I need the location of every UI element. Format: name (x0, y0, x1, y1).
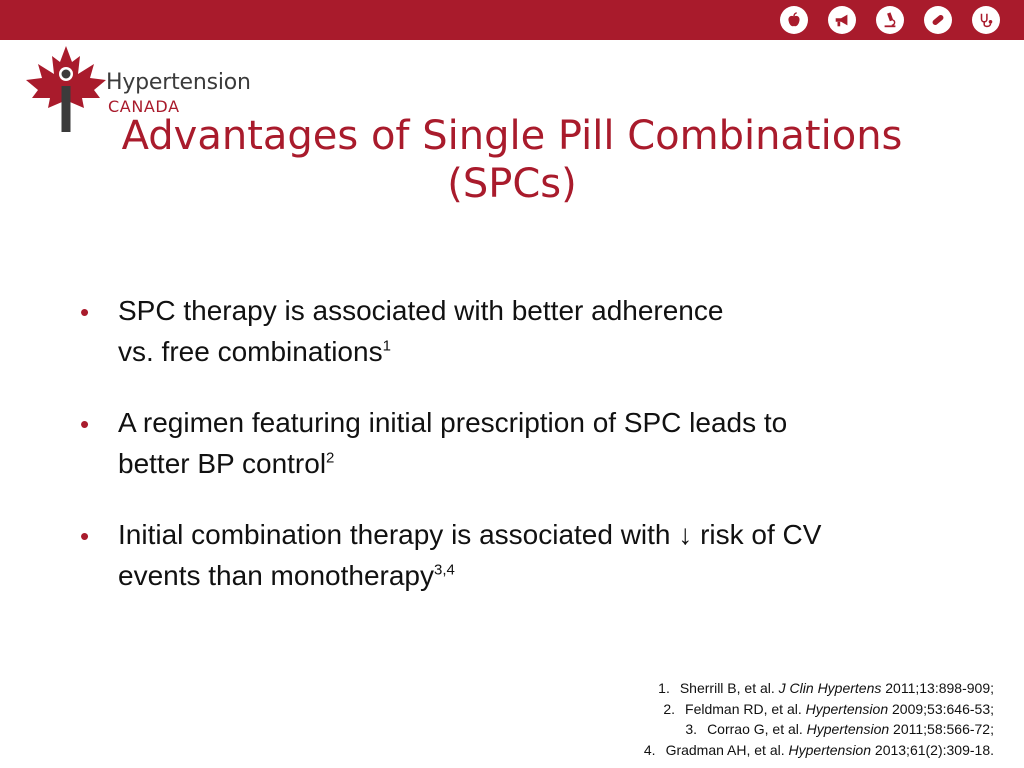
reference-number: 2. (663, 700, 676, 717)
megaphone-icon (828, 6, 856, 34)
slide-title-line-2: (SPCs) (447, 161, 577, 207)
bullet-dot-icon: • (80, 409, 90, 439)
citation-sup: 1 (382, 337, 391, 355)
reference-journal: Hypertension (788, 741, 872, 758)
reference-item (644, 740, 994, 761)
bullet-dot-icon: • (80, 521, 90, 551)
reference-cite: 2011;13:898-909; (885, 680, 994, 696)
reference-authors: Corrao G, et al. (707, 721, 803, 737)
logo-wordmark: Hypertension (106, 70, 251, 95)
bullet-list (80, 290, 960, 626)
microscope-icon (876, 6, 904, 34)
reference-authors: Gradman AH, et al. (665, 741, 785, 758)
slide-title (0, 112, 1024, 208)
citation-sup: 2 (326, 449, 335, 467)
reference-item (644, 719, 994, 740)
pill-icon (924, 6, 952, 34)
reference-authors: Feldman RD, et al. (685, 700, 802, 717)
bullet-text: Initial combination therapy is associated with ↓ risk of CV (118, 519, 822, 550)
bullet-text-cont: better BP control (118, 448, 327, 479)
stethoscope-icon (972, 6, 1000, 34)
reference-number: 1. (658, 680, 670, 696)
top-bar (0, 0, 1024, 40)
bullet-text-cont: vs. free combinations (118, 336, 383, 367)
bullet-dot-icon: • (80, 297, 90, 327)
reference-journal: Hypertension (805, 700, 889, 717)
reference-item (644, 699, 994, 720)
reference-journal: Hypertension (806, 721, 890, 737)
reference-cite: 2009;53:646-53; (892, 700, 994, 717)
apple-icon (780, 6, 808, 34)
reference-cite: 2013;61(2):309-18. (874, 741, 994, 758)
logo-subtitle: CANADA (108, 97, 180, 116)
reference-number: 4. (643, 741, 656, 758)
reference-number: 3. (685, 721, 698, 737)
references (644, 678, 994, 760)
bullet-text-cont: events than monotherapy (118, 560, 434, 591)
reference-cite: 2011;58:566-72; (893, 721, 994, 737)
reference-item (644, 678, 994, 699)
bullet-item (80, 290, 960, 372)
reference-journal: J Clin Hypertens (778, 680, 882, 696)
bullet-item (80, 514, 960, 596)
slide-title-line-1: Advantages of Single Pill Combinations (121, 113, 903, 159)
bullet-item (80, 402, 960, 484)
reference-authors: Sherrill B, et al. (679, 680, 775, 696)
bullet-text: A regimen featuring initial prescription of SPC leads to (118, 407, 788, 438)
citation-sup: 3,4 (433, 561, 455, 579)
bullet-text: SPC therapy is associated with better adherence (118, 295, 724, 326)
top-icon-group (780, 6, 1000, 34)
